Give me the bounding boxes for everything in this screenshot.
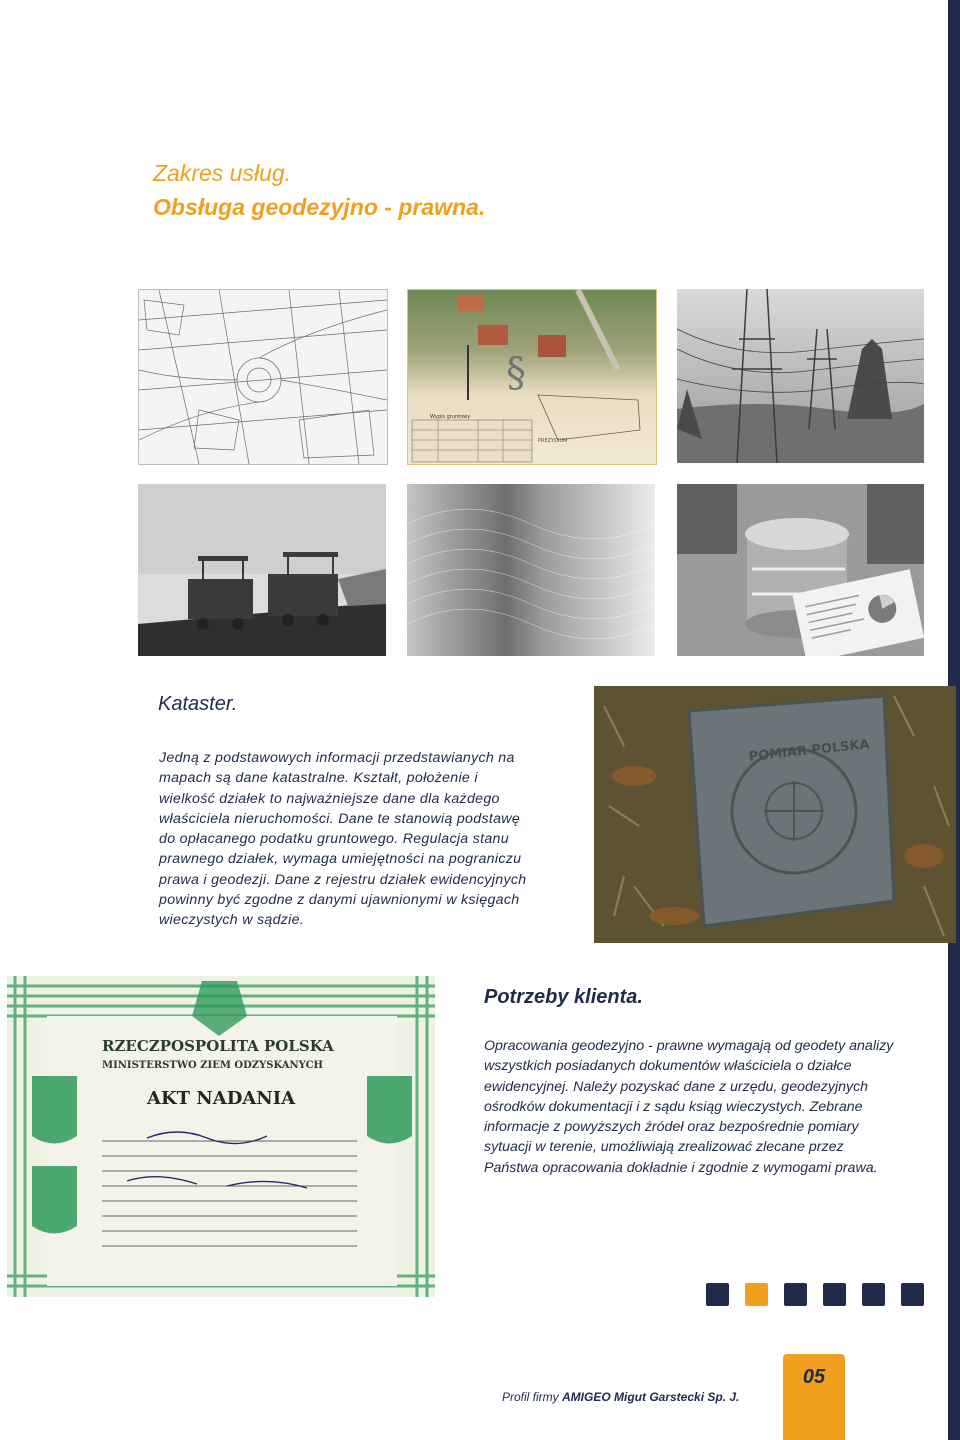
potrzeby-line: sytuacji w terenie, umożliwiają zrealizować zlecane przez — [484, 1139, 844, 1156]
kataster-line: wieczystych w sądzie. — [159, 912, 305, 929]
map-extract-title: Wypis gruntowy — [430, 414, 471, 420]
section-heading: Zakres usług. — [153, 160, 292, 186]
footer-company-prefix: Profil firmy — [502, 1390, 562, 1404]
photo-abstract-waves — [407, 484, 655, 656]
stone-inscription: POMIAR POLSKA — [748, 737, 871, 765]
kataster-line: powinny być zgodne z danymi ujawnionymi w księgach — [159, 892, 520, 909]
footer-company-name: AMIGEO Migut Garstecki Sp. J. — [562, 1390, 740, 1404]
deed-header-2: MINISTERSTWO ZIEM ODZYSKANYCH — [102, 1060, 323, 1071]
kataster-line: wielkość działek to najważniejsze dane dla każdego — [159, 790, 500, 807]
photo-data-collage — [677, 484, 924, 656]
kataster-line: mapach są dane katastralne. Kształt, położenie i — [159, 770, 478, 787]
footer-company — [502, 1390, 739, 1404]
kataster-line: Jedną z podstawowych informacji przedstawianych na — [159, 750, 515, 766]
page-indicator-square — [784, 1283, 807, 1306]
photo-akt-nadania-deed — [7, 976, 435, 1297]
page-number: 05 — [802, 1366, 826, 1388]
photo-cadastral-map — [138, 289, 388, 465]
potrzeby-line: Opracowania geodezyjno - prawne wymagają od geodety analizy — [484, 1038, 894, 1054]
potrzeby-line: wszystkich posiadanych dokumentów właściciela o działce — [484, 1058, 852, 1075]
kataster-paragraph — [159, 748, 540, 931]
photo-power-lines — [677, 289, 924, 463]
page-indicator — [706, 1283, 924, 1306]
section-subheading: Obsługa geodezyjno - prawna. — [153, 194, 486, 220]
page-indicator-square — [862, 1283, 885, 1306]
svg-text:§: § — [506, 350, 526, 396]
kataster-line: prawnego działek, wymaga umiejętności na pograniczu — [159, 851, 522, 868]
potrzeby-line: informacje z powyższych źródeł oraz bezpośrednie pomiary — [484, 1119, 859, 1136]
potrzeby-paragraph — [484, 1036, 926, 1178]
deed-title: AKT NADANIA — [147, 1088, 296, 1109]
page-indicator-square — [706, 1283, 729, 1306]
potrzeby-line: ośrodków dokumentacji i z sądu ksiąg wieczystych. Zebrane — [484, 1098, 863, 1115]
photo-road-machinery — [138, 484, 386, 656]
potrzeby-line: Państwa opracowania dokładnie i zgodnie z wymogami prawa. — [484, 1159, 878, 1176]
potrzeby-line: ewidencyjnej. Należy pozyskać dane z urzędu, geodezyjnych — [484, 1078, 869, 1095]
kataster-line: właściciela nieruchomości. Dane te stanowią podstawę — [159, 810, 521, 827]
kataster-heading: Kataster. — [158, 693, 238, 715]
deed-header-1: RZECZPOSPOLITA POLSKA — [102, 1037, 334, 1055]
photo-cadastral-extract — [407, 289, 657, 465]
page-indicator-square — [823, 1283, 846, 1306]
map-extract-stamp: PREZYDIUM — [538, 438, 568, 444]
page-indicator-square-active — [745, 1283, 768, 1306]
kataster-line: prawa i geodezji. Dane z rejestru działek ewidencyjnych — [159, 871, 527, 888]
photo-survey-marker-stone — [594, 686, 956, 943]
potrzeby-heading: Potrzeby klienta. — [484, 986, 643, 1008]
page-number-box — [783, 1354, 845, 1440]
kataster-line: do opłacanego podatku gruntowego. Regulacja stanu — [159, 831, 509, 848]
page-indicator-square — [901, 1283, 924, 1306]
